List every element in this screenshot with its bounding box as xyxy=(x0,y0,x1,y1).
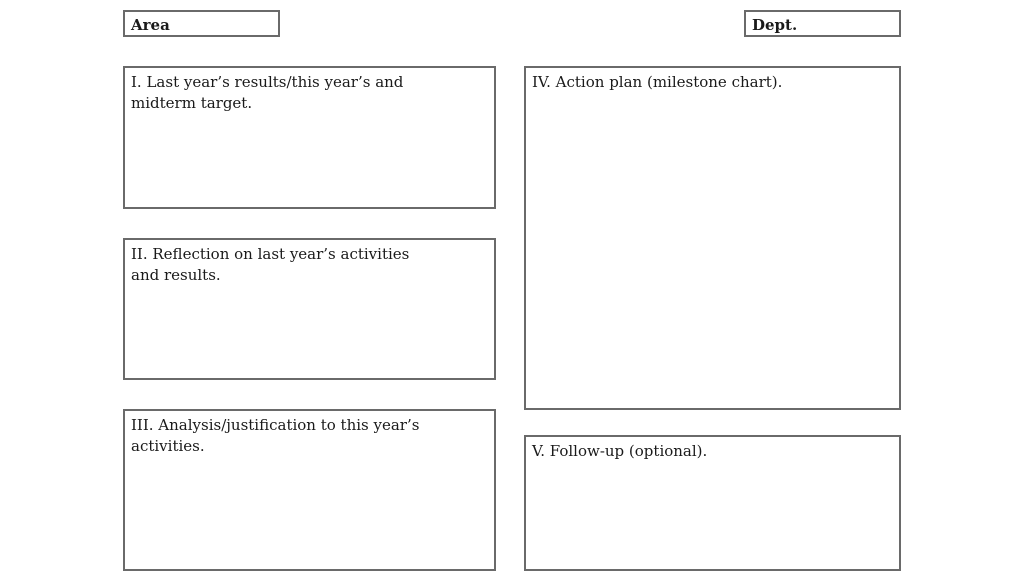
section-follow-up-title: V. Follow-up (optional). xyxy=(532,442,708,460)
section-analysis-title: III. Analysis/justification to this year’s activities. xyxy=(131,416,420,455)
dept-field xyxy=(744,10,901,37)
section-analysis xyxy=(123,409,496,571)
section-follow-up xyxy=(524,435,901,571)
area-field xyxy=(123,10,280,37)
section-reflection-title: II. Reflection on last year’s activities and results. xyxy=(131,245,410,284)
section-reflection xyxy=(123,238,496,380)
dept-label: Dept. xyxy=(752,16,798,34)
section-results-target-title: I. Last year’s results/this year’s and midterm target. xyxy=(131,73,404,112)
area-label: Area xyxy=(131,16,170,34)
section-results-target xyxy=(123,66,496,209)
section-action-plan xyxy=(524,66,901,410)
section-action-plan-title: IV. Action plan (milestone chart). xyxy=(532,73,783,91)
